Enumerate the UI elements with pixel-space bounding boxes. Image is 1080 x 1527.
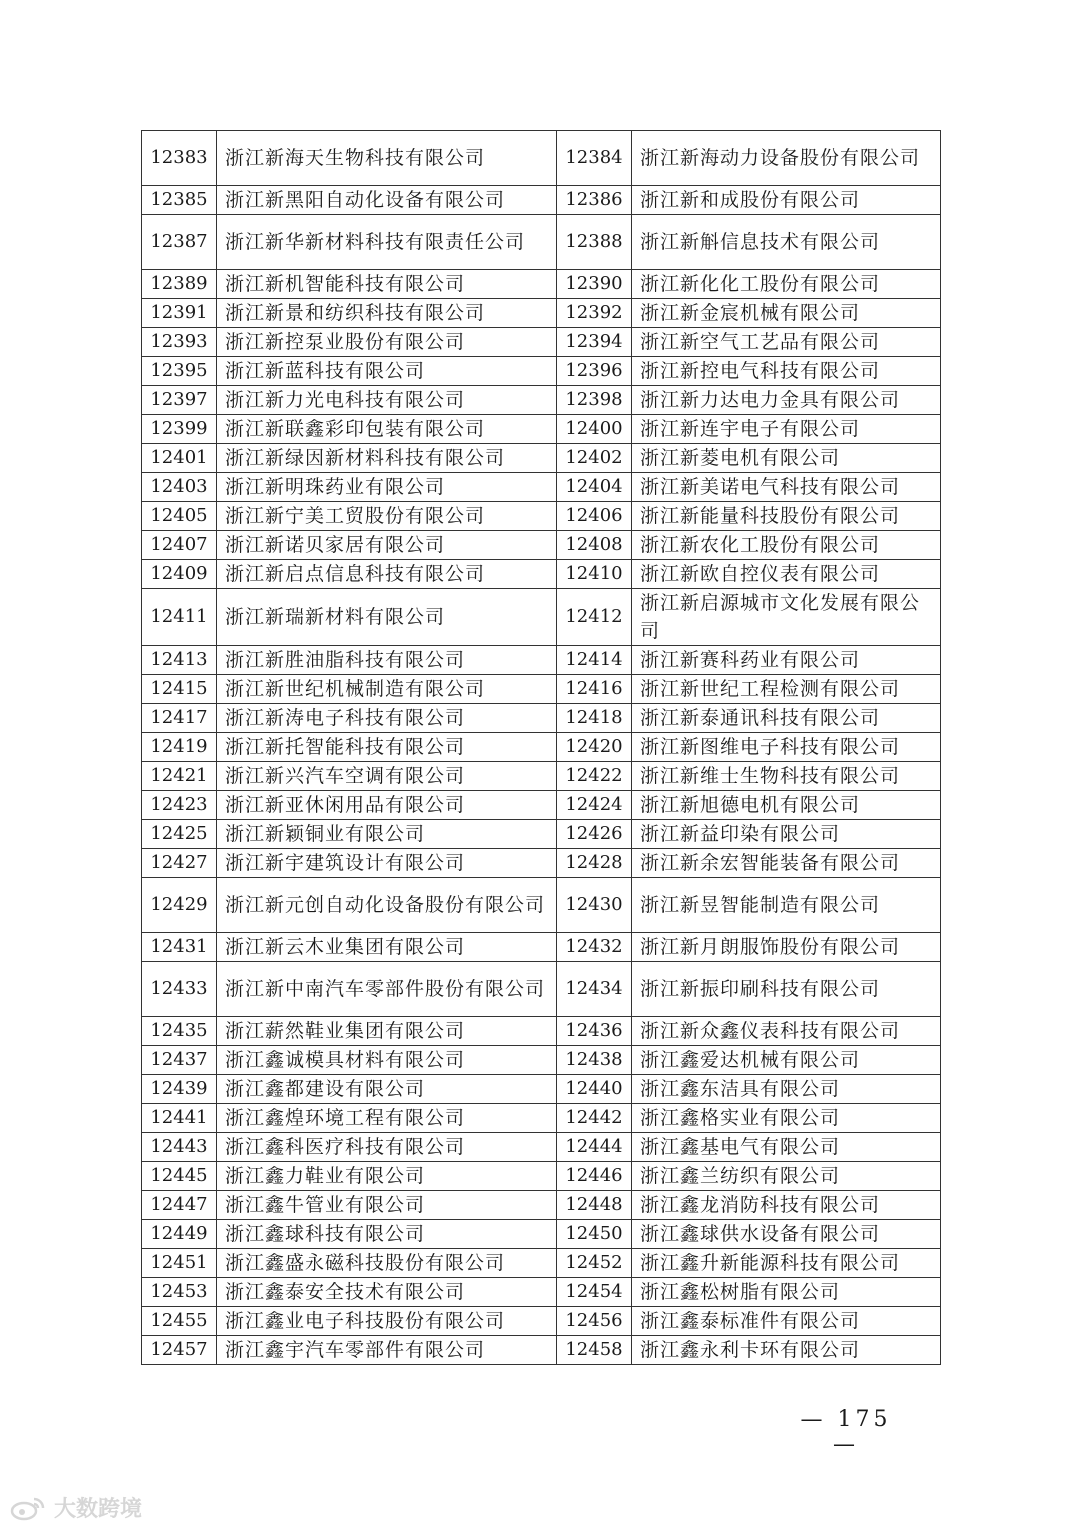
entry-number-left: 12435 (142, 1017, 217, 1046)
company-name-left: 浙江新颖铜业有限公司 (217, 820, 557, 849)
entry-number-right: 12408 (557, 531, 632, 560)
company-name-right: 浙江新连宇电子有限公司 (632, 415, 941, 444)
company-name-left: 浙江鑫盛永磁科技股份有限公司 (217, 1249, 557, 1278)
company-name-right: 浙江鑫东洁具有限公司 (632, 1075, 941, 1104)
entry-number-left: 12427 (142, 849, 217, 878)
company-name-left: 浙江鑫诚模具材料有限公司 (217, 1046, 557, 1075)
company-name-left: 浙江新启点信息科技有限公司 (217, 560, 557, 589)
company-name-right: 浙江鑫基电气有限公司 (632, 1133, 941, 1162)
entry-number-left: 12439 (142, 1075, 217, 1104)
entry-number-right: 12404 (557, 473, 632, 502)
company-list-body (142, 131, 941, 1365)
table-row (142, 1104, 941, 1133)
company-name-left: 浙江新联鑫彩印包装有限公司 (217, 415, 557, 444)
table-row (142, 560, 941, 589)
entry-number-right: 12418 (557, 704, 632, 733)
table-row (142, 131, 941, 186)
entry-number-right: 12426 (557, 820, 632, 849)
entry-number-right: 12396 (557, 357, 632, 386)
table-row (142, 215, 941, 270)
table-row (142, 675, 941, 704)
entry-number-left: 12417 (142, 704, 217, 733)
table-row (142, 1249, 941, 1278)
entry-number-left: 12447 (142, 1191, 217, 1220)
entry-number-left: 12453 (142, 1278, 217, 1307)
company-name-right: 浙江新化化工股份有限公司 (632, 270, 941, 299)
company-name-left: 浙江新亚休闲用品有限公司 (217, 791, 557, 820)
company-name-left: 浙江新宇建筑设计有限公司 (217, 849, 557, 878)
table-row (142, 1162, 941, 1191)
company-name-right: 浙江新振印刷科技有限公司 (632, 962, 941, 1017)
table-row (142, 415, 941, 444)
entry-number-right: 12458 (557, 1336, 632, 1365)
company-name-right: 浙江新海动力设备股份有限公司 (632, 131, 941, 186)
entry-number-right: 12428 (557, 849, 632, 878)
entry-number-right: 12438 (557, 1046, 632, 1075)
company-name-left: 浙江新明珠药业有限公司 (217, 473, 557, 502)
table-row (142, 1278, 941, 1307)
table-row (142, 589, 941, 646)
company-name-right: 浙江鑫升新能源科技有限公司 (632, 1249, 941, 1278)
company-name-left: 浙江新机智能科技有限公司 (217, 270, 557, 299)
table-row (142, 386, 941, 415)
table-row (142, 531, 941, 560)
company-name-right: 浙江新力达电力金具有限公司 (632, 386, 941, 415)
entry-number-left: 12393 (142, 328, 217, 357)
company-name-left: 浙江新云木业集团有限公司 (217, 933, 557, 962)
entry-number-left: 12391 (142, 299, 217, 328)
entry-number-left: 12425 (142, 820, 217, 849)
table-row (142, 820, 941, 849)
company-name-right: 浙江新能量科技股份有限公司 (632, 502, 941, 531)
entry-number-left: 12429 (142, 878, 217, 933)
entry-number-right: 12450 (557, 1220, 632, 1249)
table-row (142, 704, 941, 733)
entry-number-left: 12455 (142, 1307, 217, 1336)
table-row (142, 328, 941, 357)
entry-number-right: 12384 (557, 131, 632, 186)
entry-number-right: 12440 (557, 1075, 632, 1104)
entry-number-left: 12399 (142, 415, 217, 444)
company-name-left: 浙江新控泵业股份有限公司 (217, 328, 557, 357)
company-name-left: 浙江新华新材料科技有限责任公司 (217, 215, 557, 270)
company-name-left: 浙江鑫牛管业有限公司 (217, 1191, 557, 1220)
entry-number-left: 12409 (142, 560, 217, 589)
company-name-right: 浙江新启源城市文化发展有限公司 (632, 589, 941, 646)
company-name-left: 浙江新瑞新材料有限公司 (217, 589, 557, 646)
company-name-left: 浙江鑫煌环境工程有限公司 (217, 1104, 557, 1133)
entry-number-left: 12437 (142, 1046, 217, 1075)
company-name-right: 浙江鑫兰纺织有限公司 (632, 1162, 941, 1191)
table-row (142, 1307, 941, 1336)
entry-number-left: 12423 (142, 791, 217, 820)
table-row (142, 791, 941, 820)
table-row (142, 933, 941, 962)
entry-number-right: 12442 (557, 1104, 632, 1133)
company-name-right: 浙江新旭德电机有限公司 (632, 791, 941, 820)
company-name-right: 浙江新余宏智能装备有限公司 (632, 849, 941, 878)
company-name-right: 浙江鑫球供水设备有限公司 (632, 1220, 941, 1249)
entry-number-left: 12419 (142, 733, 217, 762)
entry-number-left: 12385 (142, 186, 217, 215)
table-row (142, 646, 941, 675)
company-list-table (141, 130, 941, 1365)
entry-number-left: 12421 (142, 762, 217, 791)
entry-number-right: 12444 (557, 1133, 632, 1162)
company-name-right: 浙江新欧自控仪表有限公司 (632, 560, 941, 589)
table-row (142, 733, 941, 762)
table-row (142, 1017, 941, 1046)
entry-number-left: 12413 (142, 646, 217, 675)
entry-number-left: 12389 (142, 270, 217, 299)
table-row (142, 878, 941, 933)
company-name-right: 浙江新赛科药业有限公司 (632, 646, 941, 675)
entry-number-right: 12388 (557, 215, 632, 270)
entry-number-right: 12414 (557, 646, 632, 675)
entry-number-left: 12395 (142, 357, 217, 386)
entry-number-right: 12406 (557, 502, 632, 531)
table-row (142, 1336, 941, 1365)
company-name-left: 浙江薪然鞋业集团有限公司 (217, 1017, 557, 1046)
entry-number-left: 12383 (142, 131, 217, 186)
company-name-left: 浙江鑫科医疗科技有限公司 (217, 1133, 557, 1162)
entry-number-left: 12405 (142, 502, 217, 531)
company-name-right: 浙江鑫永利卡环有限公司 (632, 1336, 941, 1365)
entry-number-right: 12392 (557, 299, 632, 328)
company-name-left: 浙江鑫力鞋业有限公司 (217, 1162, 557, 1191)
company-name-right: 浙江新菱电机有限公司 (632, 444, 941, 473)
company-name-right: 浙江新益印染有限公司 (632, 820, 941, 849)
company-name-right: 浙江新斛信息技术有限公司 (632, 215, 941, 270)
entry-number-right: 12454 (557, 1278, 632, 1307)
company-name-right: 浙江新众鑫仪表科技有限公司 (632, 1017, 941, 1046)
company-name-right: 浙江新世纪工程检测有限公司 (632, 675, 941, 704)
company-name-left: 浙江新胜油脂科技有限公司 (217, 646, 557, 675)
entry-number-right: 12434 (557, 962, 632, 1017)
entry-number-right: 12420 (557, 733, 632, 762)
company-name-left: 浙江新宁美工贸股份有限公司 (217, 502, 557, 531)
table-row (142, 186, 941, 215)
company-name-left: 浙江新托智能科技有限公司 (217, 733, 557, 762)
table-row (142, 299, 941, 328)
entry-number-left: 12457 (142, 1336, 217, 1365)
company-name-left: 浙江鑫业电子科技股份有限公司 (217, 1307, 557, 1336)
entry-number-right: 12416 (557, 675, 632, 704)
company-name-right: 浙江鑫松树脂有限公司 (632, 1278, 941, 1307)
entry-number-right: 12410 (557, 560, 632, 589)
page-number: — 175 — (800, 1407, 892, 1457)
company-name-left: 浙江鑫泰安全技术有限公司 (217, 1278, 557, 1307)
entry-number-left: 12441 (142, 1104, 217, 1133)
entry-number-left: 12397 (142, 386, 217, 415)
company-name-left: 浙江新景和纺织科技有限公司 (217, 299, 557, 328)
company-name-left: 浙江鑫宇汽车零部件有限公司 (217, 1336, 557, 1365)
entry-number-right: 12386 (557, 186, 632, 215)
entry-number-right: 12446 (557, 1162, 632, 1191)
company-name-right: 浙江鑫龙消防科技有限公司 (632, 1191, 941, 1220)
entry-number-left: 12443 (142, 1133, 217, 1162)
table-row (142, 1220, 941, 1249)
entry-number-left: 12445 (142, 1162, 217, 1191)
entry-number-right: 12422 (557, 762, 632, 791)
company-name-left: 浙江新涛电子科技有限公司 (217, 704, 557, 733)
company-name-left: 浙江鑫球科技有限公司 (217, 1220, 557, 1249)
company-name-left: 浙江新黑阳自动化设备有限公司 (217, 186, 557, 215)
company-name-right: 浙江新泰通讯科技有限公司 (632, 704, 941, 733)
entry-number-right: 12432 (557, 933, 632, 962)
watermark-text: 大数跨境 (54, 1497, 143, 1522)
company-name-right: 浙江鑫泰标准件有限公司 (632, 1307, 941, 1336)
company-name-left: 浙江新兴汽车空调有限公司 (217, 762, 557, 791)
company-name-left: 浙江鑫都建设有限公司 (217, 1075, 557, 1104)
company-name-right: 浙江新控电气科技有限公司 (632, 357, 941, 386)
company-name-right: 浙江新农化工股份有限公司 (632, 531, 941, 560)
company-name-right: 浙江新金宸机械有限公司 (632, 299, 941, 328)
entry-number-right: 12424 (557, 791, 632, 820)
table-row (142, 357, 941, 386)
entry-number-left: 12407 (142, 531, 217, 560)
entry-number-left: 12401 (142, 444, 217, 473)
entry-number-right: 12402 (557, 444, 632, 473)
entry-number-left: 12415 (142, 675, 217, 704)
company-name-left: 浙江新元创自动化设备股份有限公司 (217, 878, 557, 933)
company-name-left: 浙江新蓝科技有限公司 (217, 357, 557, 386)
watermark (10, 1492, 142, 1523)
table-row (142, 502, 941, 531)
table-row (142, 1191, 941, 1220)
entry-number-right: 12398 (557, 386, 632, 415)
company-name-right: 浙江新和成股份有限公司 (632, 186, 941, 215)
company-name-left: 浙江新诺贝家居有限公司 (217, 531, 557, 560)
company-name-left: 浙江新中南汽车零部件股份有限公司 (217, 962, 557, 1017)
table-row (142, 444, 941, 473)
company-name-right: 浙江鑫爱达机械有限公司 (632, 1046, 941, 1075)
entry-number-right: 12430 (557, 878, 632, 933)
company-name-right: 浙江新图维电子科技有限公司 (632, 733, 941, 762)
company-name-right: 浙江新月朗服饰股份有限公司 (632, 933, 941, 962)
entry-number-left: 12449 (142, 1220, 217, 1249)
table-row (142, 849, 941, 878)
table-row (142, 1046, 941, 1075)
entry-number-right: 12394 (557, 328, 632, 357)
table-row (142, 270, 941, 299)
entry-number-right: 12452 (557, 1249, 632, 1278)
entry-number-left: 12403 (142, 473, 217, 502)
company-name-left: 浙江新世纪机械制造有限公司 (217, 675, 557, 704)
company-name-right: 浙江新空气工艺品有限公司 (632, 328, 941, 357)
company-name-left: 浙江新力光电科技有限公司 (217, 386, 557, 415)
weibo-logo-icon (10, 1495, 48, 1521)
table-row (142, 1133, 941, 1162)
entry-number-right: 12400 (557, 415, 632, 444)
table-row (142, 473, 941, 502)
entry-number-right: 12390 (557, 270, 632, 299)
entry-number-left: 12431 (142, 933, 217, 962)
table-row (142, 1075, 941, 1104)
entry-number-right: 12448 (557, 1191, 632, 1220)
table-row (142, 962, 941, 1017)
entry-number-left: 12451 (142, 1249, 217, 1278)
entry-number-right: 12436 (557, 1017, 632, 1046)
company-name-right: 浙江新昱智能制造有限公司 (632, 878, 941, 933)
entry-number-right: 12456 (557, 1307, 632, 1336)
company-name-left: 浙江新绿因新材料科技有限公司 (217, 444, 557, 473)
entry-number-left: 12387 (142, 215, 217, 270)
company-name-right: 浙江新美诺电气科技有限公司 (632, 473, 941, 502)
company-name-right: 浙江新维士生物科技有限公司 (632, 762, 941, 791)
entry-number-left: 12411 (142, 589, 217, 646)
company-name-left: 浙江新海天生物科技有限公司 (217, 131, 557, 186)
company-name-right: 浙江鑫格实业有限公司 (632, 1104, 941, 1133)
table-row (142, 762, 941, 791)
entry-number-right: 12412 (557, 589, 632, 646)
entry-number-left: 12433 (142, 962, 217, 1017)
